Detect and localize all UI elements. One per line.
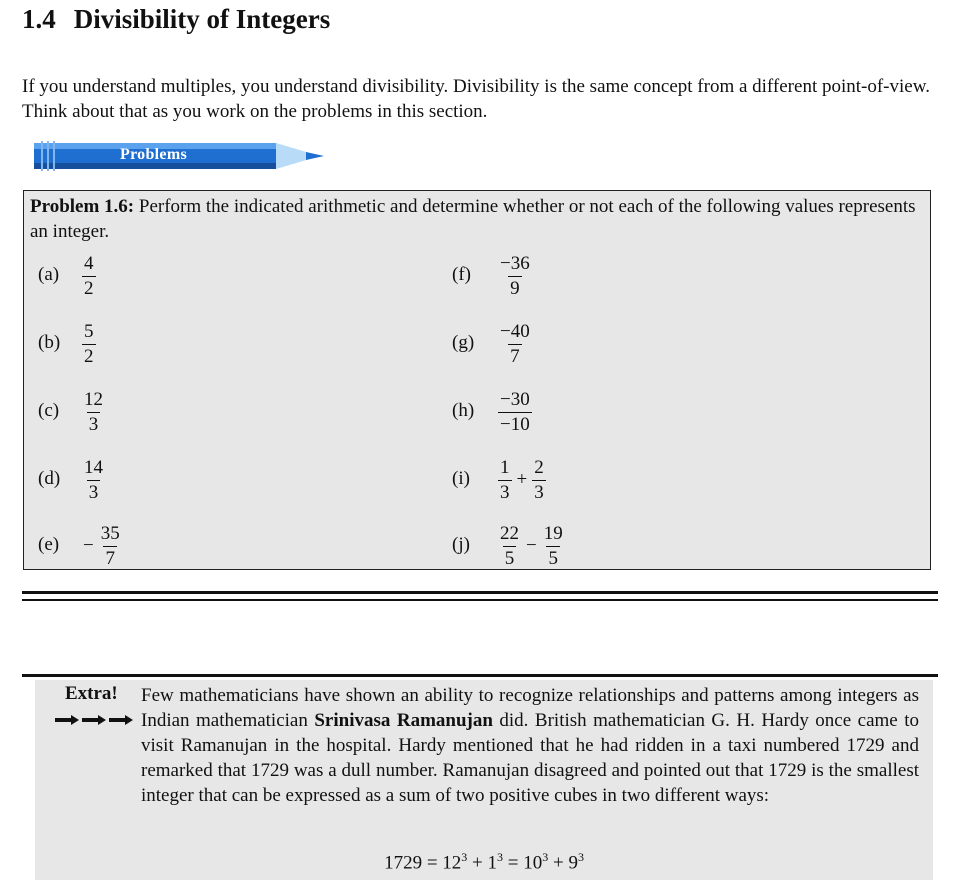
section-divider-thin <box>22 599 938 601</box>
extra-top-rule <box>22 674 938 677</box>
plus-sign: + <box>516 469 528 490</box>
denominator: 7 <box>105 547 115 569</box>
section-divider-thick <box>22 591 938 594</box>
formula-term: 10 <box>523 852 543 874</box>
equals-sign: = <box>426 852 438 874</box>
fraction <box>82 322 96 367</box>
numerator: 35 <box>100 522 120 544</box>
plus-sign: + <box>472 852 483 874</box>
exponent: 3 <box>497 850 503 864</box>
formula-term: 9 <box>568 852 578 874</box>
item-expression <box>80 384 107 440</box>
problem-box <box>23 190 931 570</box>
fraction <box>498 458 512 503</box>
item-label: (e) <box>38 534 60 555</box>
numerator: 22 <box>500 522 519 544</box>
fraction <box>498 322 532 367</box>
minus-sign: − <box>83 535 94 556</box>
fraction <box>498 390 532 435</box>
intro-paragraph: If you understand multiples, you understand divisibility. Divisibility is the same concept from a different point-of-view. Think about that as you work on the problems in this section. <box>22 76 930 122</box>
denominator: 3 <box>88 481 99 503</box>
fraction <box>498 524 521 569</box>
fraction <box>82 458 105 503</box>
numerator: 2 <box>534 456 544 478</box>
exponent: 3 <box>577 850 584 864</box>
denominator: 3 <box>534 481 544 503</box>
denominator: −10 <box>500 413 530 435</box>
section-title: Divisibility of Integers <box>73 4 331 34</box>
banner-label: Problems <box>120 146 187 163</box>
plus-sign: + <box>552 852 564 874</box>
item-expression <box>80 248 98 304</box>
item-expression <box>496 452 548 508</box>
numerator: −36 <box>500 252 530 274</box>
exponent: 3 <box>542 850 549 864</box>
numerator: 4 <box>84 252 94 274</box>
numerator: 5 <box>84 320 94 342</box>
numerator: 1 <box>500 456 510 478</box>
denominator: 3 <box>88 413 99 435</box>
problem-label: Problem 1.6: <box>30 196 135 217</box>
extra-label: Extra! <box>65 683 118 704</box>
ramanujan-name: Srinivasa Ramanujan <box>314 710 493 731</box>
item-expression <box>80 518 124 574</box>
denominator: 3 <box>500 481 510 503</box>
item-label: (a) <box>38 264 60 285</box>
denominator: 2 <box>84 277 94 299</box>
numerator: −40 <box>500 320 530 342</box>
numerator: 12 <box>84 388 103 410</box>
fraction <box>498 254 532 299</box>
denominator: 9 <box>510 277 520 299</box>
extra-box <box>35 680 933 880</box>
denominator: 5 <box>504 547 515 569</box>
fraction <box>82 254 96 299</box>
fraction <box>542 524 565 569</box>
item-expression <box>80 452 107 508</box>
item-label: (i) <box>452 468 470 489</box>
item-label: (b) <box>38 332 61 353</box>
numerator: 14 <box>84 456 103 478</box>
item-label: (d) <box>38 468 61 489</box>
extra-text-part-1: Few mathematicians have shown an ability to recognize relationships and patterns among integers as Indian mathematician <box>141 685 919 731</box>
item-expression <box>80 316 98 372</box>
problem-statement <box>30 194 926 244</box>
numerator: −30 <box>500 388 530 410</box>
item-label: (h) <box>452 400 475 421</box>
denominator: 7 <box>510 345 520 367</box>
problems-banner <box>28 139 328 173</box>
section-heading <box>22 4 330 35</box>
item-label: (j) <box>452 534 470 555</box>
item-expression <box>496 316 534 372</box>
section-number: 1.4 <box>22 4 56 34</box>
extra-text-part-2: did. British mathematician G. H. Hardy once came to visit Ramanujan in the hospital. Hardy mentioned that he had ridden in a taxi numbered 1729 and remarked that 1729 was a dull number. Ramanujan disagreed and pointed out that 1729 is the smallest integer that can be expressed as a sum of two positive cubes in two different ways: <box>141 710 919 806</box>
exponent: 3 <box>461 850 468 864</box>
item-label: (f) <box>452 264 471 285</box>
formula-term: 12 <box>442 852 462 874</box>
extra-text <box>141 683 919 808</box>
fraction <box>99 524 122 569</box>
ramanujan-formula <box>35 850 933 874</box>
formula-lhs: 1729 <box>384 852 423 874</box>
item-expression <box>496 248 534 304</box>
denominator: 5 <box>548 547 558 569</box>
minus-sign: − <box>526 535 537 556</box>
numerator: 19 <box>543 522 563 544</box>
problem-text: Perform the indicated arithmetic and determine whether or not each of the following values represents an integer. <box>30 196 916 242</box>
fraction <box>82 390 105 435</box>
fraction <box>532 458 546 503</box>
arrows-icon <box>55 714 133 726</box>
formula-term: 1 <box>487 852 497 874</box>
item-expression <box>496 384 534 440</box>
item-label: (c) <box>38 400 60 421</box>
item-label: (g) <box>452 332 475 353</box>
equals-sign: = <box>507 852 519 874</box>
item-expression <box>496 518 567 574</box>
denominator: 2 <box>84 345 94 367</box>
